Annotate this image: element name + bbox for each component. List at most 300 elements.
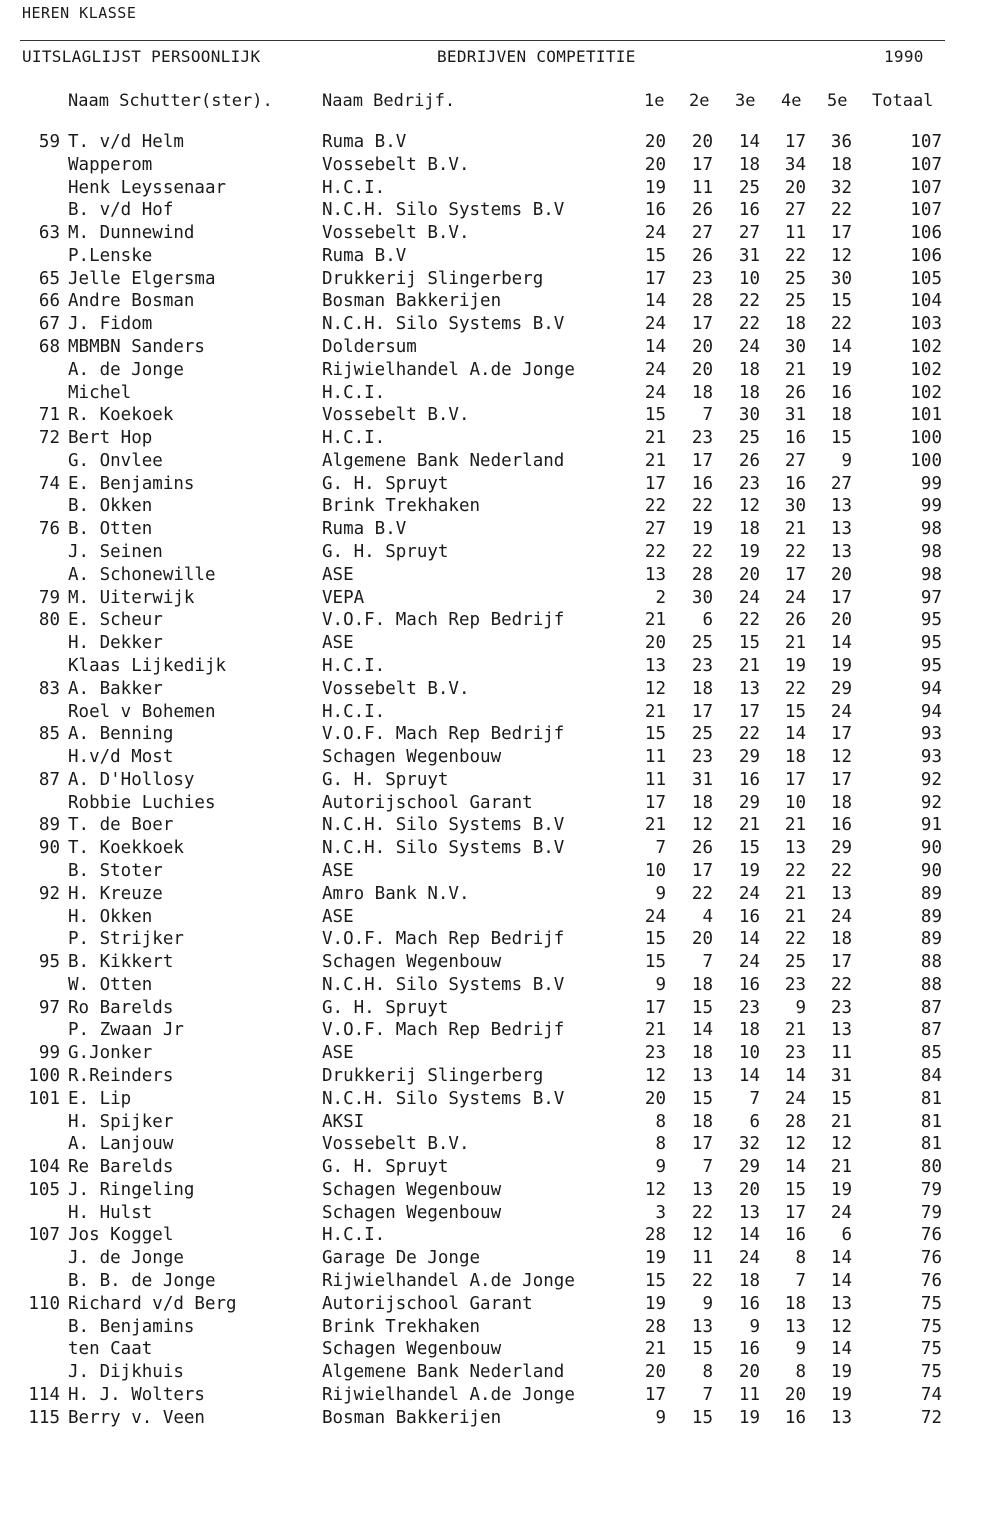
company-name-cell: Vossebelt B.V. bbox=[322, 679, 470, 699]
round-1-score-cell: 21 bbox=[644, 815, 666, 835]
company-name-cell: Brink Trekhaken bbox=[322, 496, 481, 516]
round-4-score-cell: 20 bbox=[784, 178, 806, 198]
round-1-score-cell: 20 bbox=[644, 132, 666, 152]
company-name-cell: Schagen Wegenbouw bbox=[322, 747, 502, 767]
rank-cell: 97 bbox=[38, 998, 60, 1018]
table-row bbox=[0, 770, 1000, 792]
round-3-score-cell: 24 bbox=[738, 337, 760, 357]
round-4-score-cell: 25 bbox=[784, 952, 806, 972]
round-4-score-cell: 28 bbox=[784, 1112, 806, 1132]
round-3-score-cell: 6 bbox=[749, 1112, 760, 1132]
total-score-cell: 95 bbox=[920, 656, 942, 676]
table-row bbox=[0, 1339, 1000, 1361]
round-5-score-cell: 9 bbox=[841, 451, 852, 471]
round-4-score-cell: 8 bbox=[795, 1362, 806, 1382]
round-1-score-cell: 24 bbox=[644, 907, 666, 927]
round-3-score-cell: 20 bbox=[738, 1180, 760, 1200]
table-row bbox=[0, 1157, 1000, 1179]
round-3-score-cell: 19 bbox=[738, 542, 760, 562]
round-5-score-cell: 12 bbox=[830, 1317, 852, 1337]
company-name-cell: V.O.F. Mach Rep Bedrijf bbox=[322, 610, 565, 630]
table-row bbox=[0, 656, 1000, 678]
round-3-score-cell: 27 bbox=[738, 223, 760, 243]
round-4-score-cell: 17 bbox=[784, 132, 806, 152]
round-2-score-cell: 26 bbox=[691, 200, 713, 220]
shooter-name-cell: T. Koekkoek bbox=[68, 838, 184, 858]
round-5-score-cell: 14 bbox=[830, 337, 852, 357]
round-4-score-cell: 11 bbox=[784, 223, 806, 243]
round-4-score-cell: 24 bbox=[784, 1089, 806, 1109]
company-name-cell: H.C.I. bbox=[322, 702, 386, 722]
shooter-name-cell: J. Seinen bbox=[68, 542, 163, 562]
shooter-name-cell: Wapperom bbox=[68, 155, 153, 175]
round-5-score-cell: 13 bbox=[830, 542, 852, 562]
rank-cell: 99 bbox=[38, 1043, 60, 1063]
round-3-score-cell: 18 bbox=[738, 155, 760, 175]
round-2-score-cell: 22 bbox=[691, 1203, 713, 1223]
total-score-cell: 91 bbox=[920, 815, 942, 835]
round-5-score-cell: 27 bbox=[830, 474, 852, 494]
table-row bbox=[0, 428, 1000, 450]
round-5-score-cell: 13 bbox=[830, 519, 852, 539]
total-score-cell: 95 bbox=[920, 633, 942, 653]
company-name-cell: Garage De Jonge bbox=[322, 1248, 481, 1268]
company-name-cell: Ruma B.V bbox=[322, 519, 407, 539]
shooter-name-cell: B. B. de Jonge bbox=[68, 1271, 216, 1291]
round-3-score-cell: 24 bbox=[738, 1248, 760, 1268]
company-name-cell: ASE bbox=[322, 565, 354, 585]
shooter-name-cell: P. Strijker bbox=[68, 929, 184, 949]
round-1-score-cell: 17 bbox=[644, 474, 666, 494]
rank-cell: 72 bbox=[38, 428, 60, 448]
table-row bbox=[0, 474, 1000, 496]
round-3-score-cell: 18 bbox=[738, 360, 760, 380]
table-row bbox=[0, 1225, 1000, 1247]
round-5-score-cell: 22 bbox=[830, 314, 852, 334]
round-3-score-cell: 14 bbox=[738, 929, 760, 949]
round-2-score-cell: 7 bbox=[702, 1385, 713, 1405]
round-1-score-cell: 24 bbox=[644, 360, 666, 380]
round-5-score-cell: 17 bbox=[830, 223, 852, 243]
round-5-score-cell: 15 bbox=[830, 428, 852, 448]
table-row bbox=[0, 1112, 1000, 1134]
company-name-cell: V.O.F. Mach Rep Bedrijf bbox=[322, 929, 565, 949]
table-row bbox=[0, 246, 1000, 268]
round-5-score-cell: 19 bbox=[830, 1180, 852, 1200]
total-score-cell: 101 bbox=[910, 405, 942, 425]
round-2-score-cell: 7 bbox=[702, 1157, 713, 1177]
round-4-score-cell: 21 bbox=[784, 1020, 806, 1040]
round-4-score-cell: 21 bbox=[784, 815, 806, 835]
round-1-score-cell: 19 bbox=[644, 178, 666, 198]
round-1-score-cell: 22 bbox=[644, 542, 666, 562]
shooter-name-cell: H. Hulst bbox=[68, 1203, 153, 1223]
round-4-score-cell: 30 bbox=[784, 337, 806, 357]
round-2-score-cell: 18 bbox=[691, 383, 713, 403]
shooter-name-cell: A. Benning bbox=[68, 724, 174, 744]
round-5-score-cell: 19 bbox=[830, 1385, 852, 1405]
round-2-score-cell: 19 bbox=[691, 519, 713, 539]
round-3-score-cell: 22 bbox=[738, 610, 760, 630]
round-5-score-cell: 12 bbox=[830, 1134, 852, 1154]
round-4-score-cell: 15 bbox=[784, 702, 806, 722]
company-name-cell: H.C.I. bbox=[322, 428, 386, 448]
round-2-score-cell: 20 bbox=[691, 337, 713, 357]
round-3-score-cell: 20 bbox=[738, 1362, 760, 1382]
round-2-score-cell: 30 bbox=[691, 588, 713, 608]
rank-cell: 92 bbox=[38, 884, 60, 904]
round-5-score-cell: 15 bbox=[830, 291, 852, 311]
round-3-score-cell: 25 bbox=[738, 428, 760, 448]
round-1-score-cell: 11 bbox=[644, 747, 666, 767]
company-name-cell: N.C.H. Silo Systems B.V bbox=[322, 314, 565, 334]
round-3-score-cell: 14 bbox=[738, 132, 760, 152]
table-row bbox=[0, 1180, 1000, 1202]
rank-cell: 67 bbox=[38, 314, 60, 334]
round-3-score-cell: 22 bbox=[738, 724, 760, 744]
round-4-score-cell: 21 bbox=[784, 360, 806, 380]
shooter-name-cell: H. Dekker bbox=[68, 633, 163, 653]
company-name-cell: Schagen Wegenbouw bbox=[322, 952, 502, 972]
company-name-cell: G. H. Spruyt bbox=[322, 542, 449, 562]
round-5-score-cell: 21 bbox=[830, 1112, 852, 1132]
round-4-score-cell: 21 bbox=[784, 633, 806, 653]
shooter-name-cell: T. v/d Helm bbox=[68, 132, 184, 152]
round-5-score-cell: 17 bbox=[830, 770, 852, 790]
round-4-score-cell: 23 bbox=[784, 1043, 806, 1063]
total-score-cell: 90 bbox=[920, 861, 942, 881]
round-5-score-cell: 17 bbox=[830, 724, 852, 744]
total-score-cell: 85 bbox=[920, 1043, 942, 1063]
round-1-score-cell: 14 bbox=[644, 291, 666, 311]
round-5-score-cell: 24 bbox=[830, 702, 852, 722]
round-2-score-cell: 18 bbox=[691, 1043, 713, 1063]
round-5-score-cell: 24 bbox=[830, 1203, 852, 1223]
company-name-cell: ASE bbox=[322, 861, 354, 881]
round-4-score-cell: 20 bbox=[784, 1385, 806, 1405]
round-3-score-cell: 29 bbox=[738, 1157, 760, 1177]
round-4-score-cell: 18 bbox=[784, 1294, 806, 1314]
round-4-score-cell: 14 bbox=[784, 1157, 806, 1177]
round-5-score-cell: 12 bbox=[830, 747, 852, 767]
shooter-name-cell: H. Spijker bbox=[68, 1112, 174, 1132]
round-4-score-cell: 13 bbox=[784, 1317, 806, 1337]
company-name-cell: Vossebelt B.V. bbox=[322, 405, 470, 425]
company-name-cell: V.O.F. Mach Rep Bedrijf bbox=[322, 1020, 565, 1040]
shooter-name-cell: J. Ringeling bbox=[68, 1180, 195, 1200]
round-3-score-cell: 24 bbox=[738, 952, 760, 972]
round-1-score-cell: 16 bbox=[644, 200, 666, 220]
round-4-score-cell: 24 bbox=[784, 588, 806, 608]
rank-cell: 114 bbox=[28, 1385, 60, 1405]
company-name-cell: Autorijschool Garant bbox=[322, 1294, 533, 1314]
table-row bbox=[0, 132, 1000, 154]
round-3-score-cell: 7 bbox=[749, 1089, 760, 1109]
round-1-score-cell: 15 bbox=[644, 724, 666, 744]
table-row bbox=[0, 405, 1000, 427]
table-row bbox=[0, 907, 1000, 929]
total-score-cell: 79 bbox=[920, 1203, 942, 1223]
rank-cell: 101 bbox=[28, 1089, 60, 1109]
company-name-cell: Bosman Bakkerijen bbox=[322, 1408, 502, 1428]
col-header-round-4: 4e bbox=[781, 91, 802, 111]
total-score-cell: 92 bbox=[920, 770, 942, 790]
round-1-score-cell: 17 bbox=[644, 998, 666, 1018]
total-score-cell: 81 bbox=[920, 1112, 942, 1132]
company-name-cell: N.C.H. Silo Systems B.V bbox=[322, 975, 565, 995]
table-row bbox=[0, 269, 1000, 291]
round-3-score-cell: 17 bbox=[738, 702, 760, 722]
round-3-score-cell: 31 bbox=[738, 246, 760, 266]
col-header-round-2: 2e bbox=[689, 91, 710, 111]
round-2-score-cell: 23 bbox=[691, 269, 713, 289]
round-1-score-cell: 21 bbox=[644, 451, 666, 471]
company-name-cell: H.C.I. bbox=[322, 178, 386, 198]
round-1-score-cell: 21 bbox=[644, 428, 666, 448]
round-5-score-cell: 19 bbox=[830, 656, 852, 676]
round-1-score-cell: 15 bbox=[644, 405, 666, 425]
table-row bbox=[0, 1294, 1000, 1316]
shooter-name-cell: R. Koekoek bbox=[68, 405, 174, 425]
shooter-name-cell: M. Dunnewind bbox=[68, 223, 195, 243]
round-2-score-cell: 11 bbox=[691, 178, 713, 198]
total-score-cell: 88 bbox=[920, 952, 942, 972]
round-4-score-cell: 14 bbox=[784, 724, 806, 744]
round-4-score-cell: 17 bbox=[784, 1203, 806, 1223]
shooter-name-cell: Roel v Bohemen bbox=[68, 702, 216, 722]
company-name-cell: Algemene Bank Nederland bbox=[322, 451, 565, 471]
round-1-score-cell: 27 bbox=[644, 519, 666, 539]
shooter-name-cell: R.Reinders bbox=[68, 1066, 174, 1086]
round-2-score-cell: 22 bbox=[691, 1271, 713, 1291]
round-4-score-cell: 21 bbox=[784, 907, 806, 927]
round-5-score-cell: 18 bbox=[830, 929, 852, 949]
round-3-score-cell: 21 bbox=[738, 656, 760, 676]
company-name-cell: Vossebelt B.V. bbox=[322, 223, 470, 243]
round-5-score-cell: 15 bbox=[830, 1089, 852, 1109]
company-name-cell: Algemene Bank Nederland bbox=[322, 1362, 565, 1382]
round-4-score-cell: 22 bbox=[784, 679, 806, 699]
round-4-score-cell: 7 bbox=[795, 1271, 806, 1291]
round-1-score-cell: 12 bbox=[644, 1066, 666, 1086]
round-4-score-cell: 22 bbox=[784, 929, 806, 949]
company-name-cell: N.C.H. Silo Systems B.V bbox=[322, 838, 565, 858]
company-name-cell: Rijwielhandel A.de Jonge bbox=[322, 1271, 575, 1291]
round-2-score-cell: 13 bbox=[691, 1066, 713, 1086]
total-score-cell: 74 bbox=[920, 1385, 942, 1405]
round-5-score-cell: 14 bbox=[830, 633, 852, 653]
round-1-score-cell: 17 bbox=[644, 793, 666, 813]
round-2-score-cell: 18 bbox=[691, 679, 713, 699]
round-1-score-cell: 24 bbox=[644, 383, 666, 403]
round-4-score-cell: 16 bbox=[784, 1408, 806, 1428]
round-4-score-cell: 22 bbox=[784, 542, 806, 562]
round-3-score-cell: 18 bbox=[738, 1271, 760, 1291]
round-3-score-cell: 13 bbox=[738, 679, 760, 699]
round-1-score-cell: 15 bbox=[644, 1271, 666, 1291]
round-2-score-cell: 20 bbox=[691, 929, 713, 949]
rank-cell: 76 bbox=[38, 519, 60, 539]
rank-cell: 107 bbox=[28, 1225, 60, 1245]
round-3-score-cell: 18 bbox=[738, 1020, 760, 1040]
round-5-score-cell: 13 bbox=[830, 1020, 852, 1040]
round-3-score-cell: 32 bbox=[738, 1134, 760, 1154]
total-score-cell: 102 bbox=[910, 337, 942, 357]
col-header-round-1: 1e bbox=[644, 91, 665, 111]
table-row bbox=[0, 451, 1000, 473]
company-name-cell: G. H. Spruyt bbox=[322, 770, 449, 790]
total-score-cell: 90 bbox=[920, 838, 942, 858]
table-row bbox=[0, 975, 1000, 997]
round-3-score-cell: 24 bbox=[738, 588, 760, 608]
table-row bbox=[0, 793, 1000, 815]
round-1-score-cell: 24 bbox=[644, 314, 666, 334]
round-2-score-cell: 25 bbox=[691, 724, 713, 744]
round-1-score-cell: 20 bbox=[644, 633, 666, 653]
round-2-score-cell: 23 bbox=[691, 428, 713, 448]
round-1-score-cell: 9 bbox=[655, 1157, 666, 1177]
round-2-score-cell: 31 bbox=[691, 770, 713, 790]
round-1-score-cell: 15 bbox=[644, 929, 666, 949]
total-score-cell: 107 bbox=[910, 178, 942, 198]
rank-cell: 100 bbox=[28, 1066, 60, 1086]
shooter-name-cell: W. Otten bbox=[68, 975, 153, 995]
shooter-name-cell: P.Lenske bbox=[68, 246, 153, 266]
round-4-score-cell: 25 bbox=[784, 269, 806, 289]
round-2-score-cell: 26 bbox=[691, 246, 713, 266]
shooter-name-cell: Michel bbox=[68, 383, 132, 403]
table-row bbox=[0, 565, 1000, 587]
round-1-score-cell: 21 bbox=[644, 610, 666, 630]
shooter-name-cell: H. J. Wolters bbox=[68, 1385, 205, 1405]
round-5-score-cell: 19 bbox=[830, 360, 852, 380]
round-2-score-cell: 13 bbox=[691, 1317, 713, 1337]
shooter-name-cell: Ro Barelds bbox=[68, 998, 174, 1018]
round-5-score-cell: 13 bbox=[830, 496, 852, 516]
round-3-score-cell: 25 bbox=[738, 178, 760, 198]
round-1-score-cell: 14 bbox=[644, 337, 666, 357]
round-3-score-cell: 29 bbox=[738, 793, 760, 813]
total-score-cell: 106 bbox=[910, 246, 942, 266]
table-row bbox=[0, 610, 1000, 632]
round-5-score-cell: 18 bbox=[830, 155, 852, 175]
round-4-score-cell: 18 bbox=[784, 747, 806, 767]
shooter-name-cell: G.Jonker bbox=[68, 1043, 153, 1063]
shooter-name-cell: ten Caat bbox=[68, 1339, 153, 1359]
rank-cell: 89 bbox=[38, 815, 60, 835]
rank-cell: 85 bbox=[38, 724, 60, 744]
round-3-score-cell: 11 bbox=[738, 1385, 760, 1405]
round-1-score-cell: 24 bbox=[644, 223, 666, 243]
round-2-score-cell: 6 bbox=[702, 610, 713, 630]
table-row bbox=[0, 838, 1000, 860]
rank-cell: 95 bbox=[38, 952, 60, 972]
round-2-score-cell: 9 bbox=[702, 1294, 713, 1314]
table-row bbox=[0, 747, 1000, 769]
company-name-cell: Rijwielhandel A.de Jonge bbox=[322, 1385, 575, 1405]
total-score-cell: 87 bbox=[920, 1020, 942, 1040]
round-3-score-cell: 16 bbox=[738, 975, 760, 995]
total-score-cell: 104 bbox=[910, 291, 942, 311]
total-score-cell: 107 bbox=[910, 132, 942, 152]
round-3-score-cell: 10 bbox=[738, 269, 760, 289]
shooter-name-cell: H.v/d Most bbox=[68, 747, 174, 767]
shooter-name-cell: Klaas Lijkedijk bbox=[68, 656, 227, 676]
table-row bbox=[0, 383, 1000, 405]
round-3-score-cell: 18 bbox=[738, 519, 760, 539]
table-row bbox=[0, 223, 1000, 245]
total-score-cell: 76 bbox=[920, 1225, 942, 1245]
total-score-cell: 105 bbox=[910, 269, 942, 289]
total-score-cell: 87 bbox=[920, 998, 942, 1018]
company-name-cell: Ruma B.V bbox=[322, 246, 407, 266]
round-1-score-cell: 21 bbox=[644, 1339, 666, 1359]
shooter-name-cell: A. Schonewille bbox=[68, 565, 216, 585]
round-3-score-cell: 16 bbox=[738, 1339, 760, 1359]
shooter-name-cell: E. Scheur bbox=[68, 610, 163, 630]
round-3-score-cell: 15 bbox=[738, 838, 760, 858]
round-1-score-cell: 9 bbox=[655, 884, 666, 904]
table-row bbox=[0, 588, 1000, 610]
round-3-score-cell: 29 bbox=[738, 747, 760, 767]
total-score-cell: 76 bbox=[920, 1271, 942, 1291]
round-2-score-cell: 28 bbox=[691, 565, 713, 585]
round-2-score-cell: 22 bbox=[691, 884, 713, 904]
company-name-cell: AKSI bbox=[322, 1112, 365, 1132]
round-4-score-cell: 9 bbox=[795, 1339, 806, 1359]
round-1-score-cell: 9 bbox=[655, 1408, 666, 1428]
round-2-score-cell: 22 bbox=[691, 496, 713, 516]
round-1-score-cell: 3 bbox=[655, 1203, 666, 1223]
total-score-cell: 100 bbox=[910, 428, 942, 448]
total-score-cell: 76 bbox=[920, 1248, 942, 1268]
total-score-cell: 98 bbox=[920, 565, 942, 585]
round-1-score-cell: 28 bbox=[644, 1225, 666, 1245]
shooter-name-cell: J. Fidom bbox=[68, 314, 153, 334]
company-name-cell: Ruma B.V bbox=[322, 132, 407, 152]
round-1-score-cell: 20 bbox=[644, 1089, 666, 1109]
round-3-score-cell: 9 bbox=[749, 1317, 760, 1337]
round-1-score-cell: 12 bbox=[644, 679, 666, 699]
round-4-score-cell: 16 bbox=[784, 474, 806, 494]
round-4-score-cell: 26 bbox=[784, 383, 806, 403]
round-5-score-cell: 18 bbox=[830, 793, 852, 813]
total-score-cell: 106 bbox=[910, 223, 942, 243]
shooter-name-cell: Berry v. Veen bbox=[68, 1408, 205, 1428]
shooter-name-cell: A. Bakker bbox=[68, 679, 163, 699]
table-row bbox=[0, 702, 1000, 724]
rank-cell: 80 bbox=[38, 610, 60, 630]
table-row bbox=[0, 337, 1000, 359]
company-name-cell: G. H. Spruyt bbox=[322, 474, 449, 494]
company-name-cell: VEPA bbox=[322, 588, 365, 608]
company-name-cell: Rijwielhandel A.de Jonge bbox=[322, 360, 575, 380]
rank-cell: 74 bbox=[38, 474, 60, 494]
round-4-score-cell: 10 bbox=[784, 793, 806, 813]
table-row bbox=[0, 1271, 1000, 1293]
round-1-score-cell: 11 bbox=[644, 770, 666, 790]
round-4-score-cell: 27 bbox=[784, 200, 806, 220]
table-row bbox=[0, 815, 1000, 837]
table-row bbox=[0, 998, 1000, 1020]
round-4-score-cell: 13 bbox=[784, 838, 806, 858]
rank-cell: 68 bbox=[38, 337, 60, 357]
round-3-score-cell: 16 bbox=[738, 200, 760, 220]
total-score-cell: 89 bbox=[920, 907, 942, 927]
round-2-score-cell: 18 bbox=[691, 1112, 713, 1132]
company-name-cell: V.O.F. Mach Rep Bedrijf bbox=[322, 724, 565, 744]
rank-cell: 83 bbox=[38, 679, 60, 699]
